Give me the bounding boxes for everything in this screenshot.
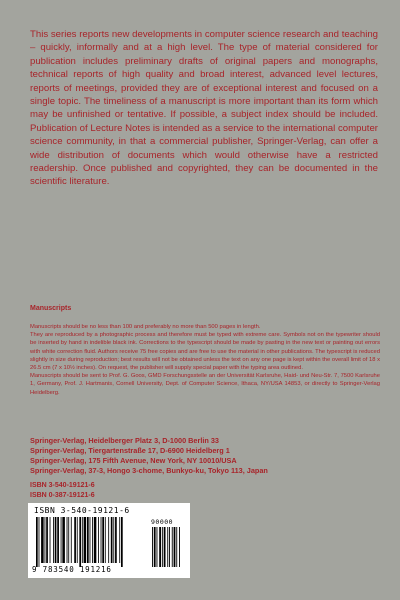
barcode-bar-19 xyxy=(87,517,89,563)
barcode-bar-8 xyxy=(57,517,59,563)
barcode-bar-3 xyxy=(45,517,46,563)
barcode-bar-28 xyxy=(111,517,113,563)
barcode-bar-15 xyxy=(77,517,78,563)
barcode-bar-38 xyxy=(164,527,166,567)
barcode-bar-29 xyxy=(113,517,114,563)
barcode-bar-42 xyxy=(174,527,176,567)
barcode-bar-22 xyxy=(94,517,97,563)
manuscripts-paragraph-submission: Manuscripts should be sent to Prof. G. Goos, GMD Forschungsstelle an der Universität Karlsruhe, Haid- und Neu-Str. 7, 7500 Karlsruhe 1, Germany, Prof. J. Hartmanis, Cornell University, Dept. of Computer Science, Ithaca, NY/USA 14853, or directly to Springer-Verlag Heidelberg. xyxy=(30,373,380,396)
barcode-bar-32 xyxy=(121,517,123,567)
manuscripts-paragraph-reproduction: They are reproduced by a photographic process and therefore must be typed with extreme care. Symbols not on the typewriter should be inserted by hand in indelible black ink. Corrections to the typescript should be made by pasting in the new text or painting out errors with white correction fluid. Authors receive 75 free copies and are free to use the material in other publications. The typescript is reduced slightly in size during reproduction; best results will not be obtained unless the text on any one page is kept within the overall limit of 18 x 26.5 cm (7 x 10½ inches). On request, the publisher will supply special paper with the typing area outlined. xyxy=(30,332,380,372)
barcode-bar-9 xyxy=(61,517,62,563)
barcode-bar-24 xyxy=(101,517,102,563)
barcode-bar-27 xyxy=(108,517,109,563)
barcode-bar-6 xyxy=(53,517,54,563)
barcode-bar-7 xyxy=(55,517,57,563)
barcode-bar-21 xyxy=(92,517,93,563)
barcode xyxy=(28,503,190,578)
barcode-bar-25 xyxy=(102,517,104,563)
barcode-addon-digits: 90000 xyxy=(151,518,174,526)
barcode-bar-4 xyxy=(46,517,48,563)
barcode-bar-0 xyxy=(36,517,38,567)
series-description: This series reports new developments in computer science research and teaching – quickly, informally and at a high level. The type of material considered for publication includes preliminary drafts of original papers and monographs, technical reports of high quality and broad interest, advanced level lectures, reports of meetings, provided they are of exceptional interest and focused on a single topic. The timeliness of a manuscript is more important than its form which may be unfinished or tentative. If possible, a subject index should be included. Publication of Lecture Notes is intended as a service to the international computer science community, in that a commercial publisher, Springer-Verlag, can offer a wide distribution of documents which would otherwise have a restricted readership. Once published and copyrighted, they can be documented in the scientific literature. xyxy=(30,29,378,188)
barcode-bar-18 xyxy=(84,517,87,563)
address-tokyo: Springer-Verlag, 37-3, Hongo 3-chome, Bunkyo-ku, Tokyo 113, Japan xyxy=(30,466,268,475)
barcode-digits: 9 783540 191216 xyxy=(32,565,112,574)
publisher-addresses xyxy=(30,436,268,476)
barcode-bar-35 xyxy=(157,527,158,567)
barcode-bar-16 xyxy=(79,517,81,567)
barcode-bar-26 xyxy=(105,517,106,563)
barcode-bar-5 xyxy=(50,517,51,563)
isbn-usa: ISBN 0-387-19121-6 xyxy=(30,492,95,499)
barcode-bar-36 xyxy=(159,527,161,567)
isbn-list xyxy=(30,481,95,501)
barcode-bar-44 xyxy=(179,527,180,567)
barcode-bar-10 xyxy=(62,517,65,563)
barcode-bar-40 xyxy=(169,527,170,567)
address-new-york: Springer-Verlag, 175 Fifth Avenue, New York, NY 10010/USA xyxy=(30,456,237,465)
barcode-bar-11 xyxy=(67,517,68,563)
barcode-bar-37 xyxy=(162,527,163,567)
barcode-bar-14 xyxy=(74,517,76,563)
barcode-bar-39 xyxy=(167,527,168,567)
barcode-bar-34 xyxy=(154,527,156,567)
barcode-bar-12 xyxy=(68,517,69,563)
barcode-bar-43 xyxy=(176,527,177,567)
manuscripts-heading: Manuscripts xyxy=(30,305,72,312)
address-berlin: Springer-Verlag, Heidelberger Platz 3, D-1000 Berlin 33 xyxy=(30,436,219,445)
barcode-bar-31 xyxy=(119,517,120,563)
barcode-bar-1 xyxy=(39,517,40,567)
barcode-bar-20 xyxy=(90,517,91,563)
barcode-bar-13 xyxy=(71,517,72,563)
barcode-isbn-label: ISBN 3-540-19121-6 xyxy=(34,506,130,515)
manuscripts-paragraph-length: Manuscripts should be no less than 100 and preferably no more than 500 pages in length. xyxy=(30,324,261,330)
barcode-bar-17 xyxy=(82,517,83,563)
manuscripts-body xyxy=(30,323,380,397)
barcode-bar-41 xyxy=(172,527,173,567)
isbn-germany: ISBN 3-540-19121-6 xyxy=(30,482,95,489)
address-heidelberg: Springer-Verlag, Tiergartenstraße 17, D-6900 Heidelberg 1 xyxy=(30,446,230,455)
barcode-bar-23 xyxy=(98,517,99,563)
barcode-bar-33 xyxy=(152,527,153,567)
barcode-bar-30 xyxy=(115,517,117,563)
barcode-bar-2 xyxy=(41,517,44,563)
